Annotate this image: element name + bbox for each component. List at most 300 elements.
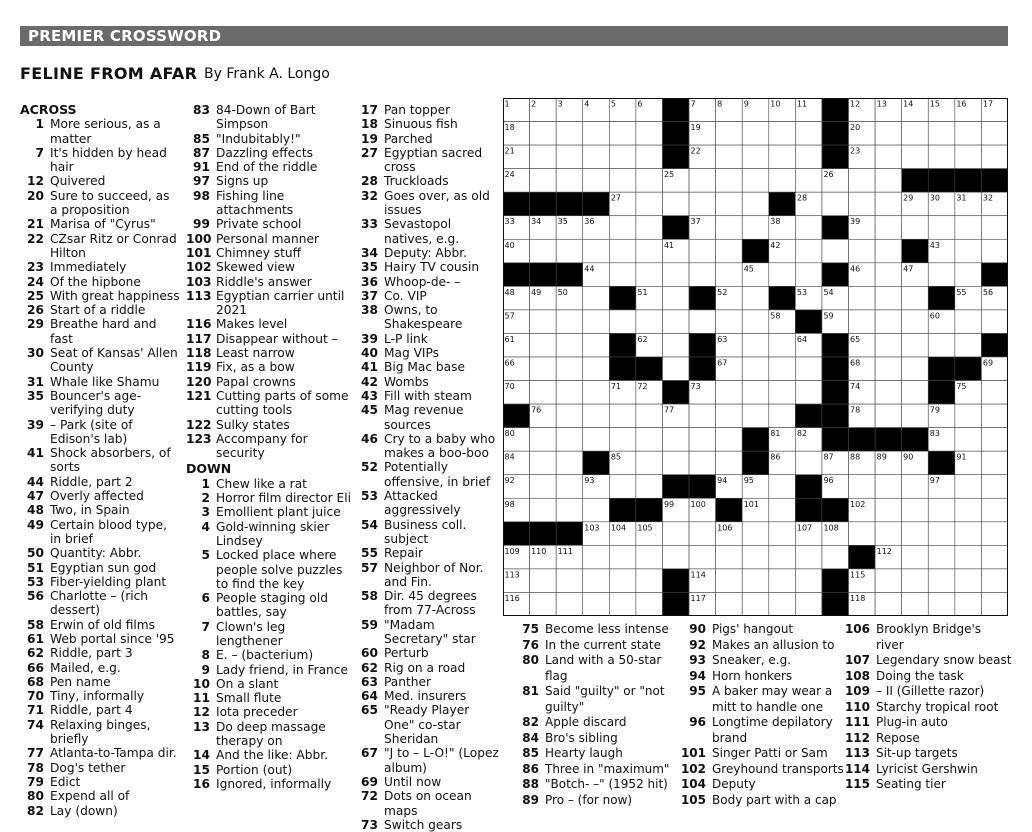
grid-cell[interactable] [556, 569, 583, 593]
black-square [928, 451, 955, 475]
grid-cell[interactable] [716, 569, 743, 593]
grid-cell[interactable] [769, 569, 796, 593]
grid-cell[interactable] [875, 239, 902, 263]
grid-cell[interactable] [769, 357, 796, 381]
grid-cell[interactable] [530, 451, 557, 475]
clue-text: Cutting parts of some cutting tools [216, 388, 349, 418]
grid-cell[interactable] [769, 404, 796, 428]
grid-cell[interactable] [556, 169, 583, 193]
clue-text: Repose [876, 730, 920, 745]
grid-cell[interactable] [981, 451, 1008, 475]
grid-cell[interactable] [583, 428, 610, 452]
clue-number: 6 [201, 591, 210, 606]
clue-across-66 [20, 661, 180, 675]
grid-cell[interactable] [981, 522, 1008, 546]
grid-cell-number: 74 [850, 382, 861, 392]
clue-text: Panther [384, 674, 432, 689]
grid-cell[interactable] [981, 545, 1008, 569]
grid-cell[interactable] [928, 145, 955, 169]
clue-number: 49 [27, 517, 44, 532]
grid-cell-number: 29 [903, 193, 914, 203]
grid-cell[interactable] [875, 381, 902, 405]
grid-cell[interactable] [716, 263, 743, 287]
grid-cell[interactable] [822, 192, 849, 216]
grid-cell[interactable] [795, 451, 822, 475]
grid-cell[interactable] [742, 169, 769, 193]
grid-cell[interactable] [902, 122, 929, 146]
grid-cell[interactable] [742, 569, 769, 593]
grid-cell[interactable] [609, 239, 636, 263]
grid-cell-number: 69 [982, 358, 994, 368]
grid-cell[interactable] [556, 498, 583, 522]
grid-cell[interactable] [583, 239, 610, 263]
grid-cell[interactable] [902, 545, 929, 569]
clue-number: 82 [27, 803, 44, 818]
grid-cell[interactable] [769, 333, 796, 357]
grid-cell[interactable] [902, 145, 929, 169]
grid-cell[interactable] [928, 122, 955, 146]
clue-text: Repair [384, 546, 424, 561]
grid-cell[interactable] [795, 263, 822, 287]
grid-cell[interactable] [795, 545, 822, 569]
grid-cell[interactable] [795, 169, 822, 193]
grid-cell[interactable] [530, 428, 557, 452]
grid-cell[interactable] [822, 239, 849, 263]
grid-cell[interactable] [716, 122, 743, 146]
grid-cell[interactable] [556, 357, 583, 381]
grid-cell[interactable] [742, 357, 769, 381]
grid-cell[interactable] [716, 169, 743, 193]
clue-text: Signs up [216, 174, 269, 189]
grid-cell[interactable] [716, 451, 743, 475]
grid-cell-number: 54 [823, 287, 834, 297]
grid-cell[interactable] [742, 333, 769, 357]
grid-cell[interactable] [636, 404, 663, 428]
grid-cell[interactable] [583, 310, 610, 334]
grid-cell[interactable] [875, 475, 902, 499]
grid-cell[interactable] [928, 592, 955, 616]
grid-cell[interactable] [981, 592, 1008, 616]
grid-cell[interactable] [849, 522, 876, 546]
grid-cell[interactable] [981, 239, 1008, 263]
crossword-grid[interactable] [503, 98, 1008, 616]
grid-cell-number: 52 [717, 287, 728, 297]
grid-cell[interactable] [955, 145, 982, 169]
grid-cell[interactable] [530, 592, 557, 616]
grid-cell[interactable] [689, 522, 716, 546]
grid-cell[interactable] [955, 122, 982, 146]
clue-across-56 [20, 589, 180, 618]
grid-cell[interactable] [875, 310, 902, 334]
grid-cell[interactable] [742, 592, 769, 616]
grid-cell[interactable] [636, 239, 663, 263]
grid-cell[interactable] [609, 263, 636, 287]
grid-cell[interactable] [742, 310, 769, 334]
clue-section-header: DOWN [186, 461, 232, 477]
grid-cell-number: 5 [610, 99, 616, 109]
grid-cell[interactable] [636, 428, 663, 452]
grid-cell[interactable] [716, 381, 743, 405]
grid-cell[interactable] [769, 545, 796, 569]
grid-cell[interactable] [689, 263, 716, 287]
grid-cell[interactable] [902, 310, 929, 334]
grid-cell[interactable] [928, 498, 955, 522]
grid-cell[interactable] [636, 216, 663, 240]
grid-cell[interactable] [928, 216, 955, 240]
clue-number: 58 [361, 589, 378, 604]
grid-cell[interactable] [609, 169, 636, 193]
grid-cell[interactable] [636, 451, 663, 475]
grid-cell[interactable] [742, 545, 769, 569]
grid-cell[interactable] [716, 404, 743, 428]
grid-cell[interactable] [556, 451, 583, 475]
grid-cell[interactable] [742, 286, 769, 310]
grid-cell[interactable] [875, 122, 902, 146]
clue-number: 61 [27, 631, 44, 646]
grid-cell[interactable] [689, 239, 716, 263]
grid-cell[interactable] [716, 310, 743, 334]
grid-cell[interactable] [636, 169, 663, 193]
clue-across-20 [20, 189, 180, 218]
clue-text: Dazzling effects [216, 145, 313, 160]
grid-cell[interactable] [662, 310, 689, 334]
grid-cell[interactable] [716, 545, 743, 569]
grid-cell[interactable] [795, 122, 822, 146]
grid-cell[interactable] [583, 545, 610, 569]
grid-cell[interactable] [609, 145, 636, 169]
grid-cell[interactable] [530, 475, 557, 499]
grid-cell[interactable] [955, 404, 982, 428]
grid-cell-number: 108 [823, 523, 839, 533]
grid-cell[interactable] [530, 569, 557, 593]
grid-cell[interactable] [981, 381, 1008, 405]
grid-cell-number: 47 [903, 264, 914, 274]
grid-cell[interactable] [928, 522, 955, 546]
grid-cell[interactable] [981, 569, 1008, 593]
grid-cell[interactable] [955, 263, 982, 287]
grid-cell[interactable] [556, 404, 583, 428]
grid-cell[interactable] [769, 263, 796, 287]
grid-cell[interactable] [981, 145, 1008, 169]
clue-number: 123 [186, 431, 212, 446]
grid-cell[interactable] [955, 545, 982, 569]
grid-cell[interactable] [875, 333, 902, 357]
grid-cell-number: 41 [663, 240, 675, 250]
black-square [742, 451, 769, 475]
grid-cell[interactable] [795, 145, 822, 169]
grid-cell[interactable] [530, 310, 557, 334]
grid-cell[interactable] [849, 310, 876, 334]
grid-cell[interactable] [769, 522, 796, 546]
grid-cell[interactable] [662, 357, 689, 381]
grid-cell[interactable] [530, 381, 557, 405]
grid-cell[interactable] [716, 239, 743, 263]
grid-cell[interactable] [636, 145, 663, 169]
clue-text: Riddle, part 3 [50, 646, 133, 661]
grid-cell[interactable] [689, 428, 716, 452]
clue-number: 119 [186, 360, 212, 375]
grid-cell-number: 10 [770, 99, 781, 109]
grid-cell[interactable] [875, 145, 902, 169]
grid-cell[interactable] [795, 357, 822, 381]
grid-cell[interactable] [662, 522, 689, 546]
black-square [716, 498, 743, 522]
grid-cell[interactable] [662, 428, 689, 452]
grid-cell[interactable] [609, 428, 636, 452]
grid-cell[interactable] [530, 333, 557, 357]
clue-text: More serious, as a matter [50, 117, 161, 146]
clue-across-24 [20, 275, 180, 289]
grid-cell[interactable] [583, 357, 610, 381]
grid-cell[interactable] [928, 333, 955, 357]
grid-cell[interactable] [689, 404, 716, 428]
clue-text: On a slant [216, 676, 279, 691]
grid-cell[interactable] [583, 333, 610, 357]
grid-cell[interactable] [955, 216, 982, 240]
grid-cell[interactable] [902, 522, 929, 546]
black-square [609, 286, 636, 310]
grid-cell-number: 40 [504, 240, 515, 250]
grid-cell[interactable] [875, 498, 902, 522]
grid-cell[interactable] [928, 545, 955, 569]
grid-cell[interactable] [928, 263, 955, 287]
grid-cell[interactable] [556, 333, 583, 357]
grid-cell[interactable] [955, 239, 982, 263]
clue-text: Shock absorbers, of sorts [50, 446, 171, 475]
grid-cell[interactable] [849, 192, 876, 216]
grid-cell[interactable] [928, 569, 955, 593]
grid-cell[interactable] [981, 428, 1008, 452]
grid-cell[interactable] [609, 592, 636, 616]
grid-cell[interactable] [955, 475, 982, 499]
grid-cell[interactable] [609, 216, 636, 240]
grid-cell[interactable] [556, 239, 583, 263]
grid-cell[interactable] [583, 122, 610, 146]
grid-cell[interactable] [769, 145, 796, 169]
grid-cell[interactable] [636, 475, 663, 499]
grid-cell[interactable] [981, 122, 1008, 146]
clue-text: Lyricist Gershwin [876, 761, 978, 776]
clue-text: Accompany for security [216, 431, 308, 461]
clue-number: 76 [522, 637, 539, 652]
grid-cell[interactable] [955, 592, 982, 616]
grid-cell[interactable] [530, 498, 557, 522]
grid-cell[interactable] [662, 545, 689, 569]
grid-cell[interactable] [636, 263, 663, 287]
clue-across-113 [186, 289, 352, 318]
grid-cell[interactable] [955, 333, 982, 357]
clue-number: 85 [193, 131, 210, 146]
grid-cell[interactable] [742, 216, 769, 240]
grid-cell[interactable] [636, 192, 663, 216]
grid-cell[interactable] [955, 569, 982, 593]
grid-cell[interactable] [530, 239, 557, 263]
clue-number: 101 [186, 245, 212, 260]
grid-cell[interactable] [849, 239, 876, 263]
grid-cell[interactable] [689, 169, 716, 193]
clue-down-38 [360, 303, 502, 332]
clue-number: 81 [522, 684, 539, 698]
grid-cell[interactable] [583, 381, 610, 405]
grid-cell[interactable] [902, 381, 929, 405]
grid-cell[interactable] [981, 498, 1008, 522]
clue-across-85 [186, 132, 352, 146]
grid-cell[interactable] [902, 357, 929, 381]
grid-cell-number: 22 [690, 146, 701, 156]
grid-cell[interactable] [716, 216, 743, 240]
grid-cell[interactable] [742, 522, 769, 546]
clue-across-82 [20, 804, 180, 818]
grid-cell[interactable] [689, 451, 716, 475]
clue-text: Deputy [712, 777, 756, 791]
grid-cell[interactable] [769, 592, 796, 616]
grid-cell[interactable] [662, 286, 689, 310]
grid-cell[interactable] [609, 545, 636, 569]
black-square [503, 522, 530, 546]
grid-cell[interactable] [875, 169, 902, 193]
grid-cell-number: 80 [504, 429, 515, 439]
grid-cell-number: 112 [876, 546, 892, 556]
grid-cell[interactable] [609, 122, 636, 146]
grid-cell[interactable] [822, 545, 849, 569]
grid-cell[interactable] [583, 498, 610, 522]
grid-cell-number: 27 [610, 193, 622, 203]
grid-cell[interactable] [849, 169, 876, 193]
clue-text: Seating tier [876, 777, 946, 791]
grid-cell-number: 16 [956, 99, 967, 109]
grid-cell[interactable] [769, 381, 796, 405]
grid-cell[interactable] [662, 333, 689, 357]
grid-cell[interactable] [583, 569, 610, 593]
clue-text: Start of a riddle [50, 303, 146, 318]
grid-cell[interactable] [849, 475, 876, 499]
grid-cell[interactable] [902, 569, 929, 593]
grid-cell[interactable] [875, 216, 902, 240]
grid-cell[interactable] [609, 310, 636, 334]
grid-cell[interactable] [583, 286, 610, 310]
grid-cell[interactable] [955, 522, 982, 546]
clue-number: 98 [193, 188, 210, 203]
grid-cell[interactable] [875, 192, 902, 216]
grid-cell[interactable] [769, 475, 796, 499]
grid-cell[interactable] [583, 404, 610, 428]
grid-cell[interactable] [875, 522, 902, 546]
grid-cell[interactable] [955, 310, 982, 334]
grid-cell[interactable] [955, 428, 982, 452]
grid-cell[interactable] [795, 216, 822, 240]
grid-cell[interactable] [689, 310, 716, 334]
grid-cell[interactable] [902, 286, 929, 310]
grid-cell[interactable] [902, 404, 929, 428]
grid-cell[interactable] [981, 310, 1008, 334]
grid-cell[interactable] [902, 333, 929, 357]
grid-cell[interactable] [530, 122, 557, 146]
grid-cell[interactable] [556, 381, 583, 405]
grid-cell[interactable] [875, 286, 902, 310]
grid-cell[interactable] [609, 404, 636, 428]
grid-cell[interactable] [556, 592, 583, 616]
black-square [822, 122, 849, 146]
grid-cell[interactable] [902, 216, 929, 240]
grid-cell[interactable] [769, 498, 796, 522]
grid-cell[interactable] [742, 381, 769, 405]
grid-cell[interactable] [875, 263, 902, 287]
grid-cell[interactable] [902, 498, 929, 522]
grid-cell[interactable] [716, 145, 743, 169]
grid-cell[interactable] [530, 357, 557, 381]
grid-cell[interactable] [875, 357, 902, 381]
grid-cell[interactable] [981, 216, 1008, 240]
grid-cell[interactable] [795, 381, 822, 405]
grid-cell[interactable] [583, 145, 610, 169]
grid-cell-number: 38 [770, 217, 781, 227]
grid-cell[interactable] [981, 475, 1008, 499]
grid-cell[interactable] [742, 404, 769, 428]
grid-cell[interactable] [769, 122, 796, 146]
grid-cell-number: 86 [770, 452, 781, 462]
black-square [822, 428, 849, 452]
grid-cell[interactable] [609, 475, 636, 499]
grid-cell[interactable] [636, 569, 663, 593]
grid-cell[interactable] [849, 286, 876, 310]
grid-cell[interactable] [636, 592, 663, 616]
grid-cell[interactable] [583, 169, 610, 193]
black-square [795, 404, 822, 428]
grid-cell[interactable] [795, 569, 822, 593]
grid-cell[interactable] [556, 310, 583, 334]
grid-cell[interactable] [689, 545, 716, 569]
grid-cell[interactable] [795, 592, 822, 616]
grid-cell[interactable] [716, 192, 743, 216]
grid-cell[interactable] [875, 592, 902, 616]
grid-cell[interactable] [556, 475, 583, 499]
grid-cell[interactable] [636, 545, 663, 569]
grid-cell[interactable] [530, 145, 557, 169]
grid-cell[interactable] [742, 122, 769, 146]
grid-cell[interactable] [875, 569, 902, 593]
grid-cell[interactable] [742, 192, 769, 216]
grid-cell-number: 105 [637, 523, 653, 533]
grid-cell[interactable] [583, 592, 610, 616]
grid-cell[interactable] [875, 404, 902, 428]
grid-cell[interactable] [636, 310, 663, 334]
clue-number: 108 [844, 668, 870, 683]
grid-cell[interactable] [795, 239, 822, 263]
grid-cell[interactable] [662, 263, 689, 287]
grid-cell[interactable] [902, 592, 929, 616]
grid-cell[interactable] [742, 145, 769, 169]
grid-cell[interactable] [636, 122, 663, 146]
grid-cell[interactable] [981, 404, 1008, 428]
grid-cell[interactable] [769, 169, 796, 193]
grid-cell[interactable] [556, 145, 583, 169]
grid-cell[interactable] [716, 428, 743, 452]
grid-cell[interactable] [556, 122, 583, 146]
clue-down-32 [360, 189, 502, 218]
grid-cell[interactable] [609, 569, 636, 593]
grid-cell[interactable] [955, 498, 982, 522]
grid-cell[interactable] [530, 169, 557, 193]
grid-cell-number: 2 [531, 99, 537, 109]
grid-cell[interactable] [689, 192, 716, 216]
grid-cell[interactable] [716, 592, 743, 616]
grid-cell[interactable] [556, 428, 583, 452]
grid-cell[interactable] [662, 192, 689, 216]
grid-cell[interactable] [902, 475, 929, 499]
clue-text: Portion (out) [216, 762, 293, 777]
grid-cell[interactable] [662, 451, 689, 475]
clue-number: 121 [186, 388, 212, 403]
